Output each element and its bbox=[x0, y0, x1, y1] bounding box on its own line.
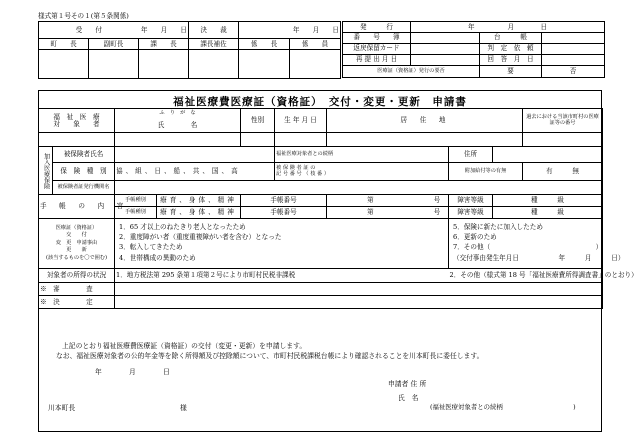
income-label: 対象者の所得の状況 bbox=[39, 269, 115, 283]
insured-name-label: 被保険者氏名 bbox=[53, 147, 115, 163]
insurance-symbol-label: 被 保 険 者 証 の 記 号 番 号 （ 枝 番 ） bbox=[275, 163, 449, 181]
insurance-group-label: 加入医療保険 bbox=[39, 147, 53, 195]
statement-line-1: 上記のとおり福祉医療費医療証（資格証）の交付（変更・更新）を申請します。 bbox=[62, 342, 307, 350]
dob-label: 生 年 月 日 bbox=[275, 109, 327, 133]
processing-table bbox=[342, 21, 605, 78]
review-label: ※ 審 査 bbox=[39, 283, 115, 296]
insurance-type-label: 保 険 種 別 bbox=[53, 163, 115, 181]
income-option-2[interactable]: 2．その他（様式第 18 号「福祉医療費所得調査書」のとおり） bbox=[449, 269, 603, 283]
relation-label: 福祉医療対象者との続柄 bbox=[275, 147, 449, 163]
mayor-addressee: 川本町長 bbox=[48, 404, 76, 412]
required-option: 要 bbox=[480, 65, 542, 77]
issued-label: 発 行 bbox=[343, 22, 411, 33]
staff-stamp-label: 係 員 bbox=[290, 39, 341, 50]
income-option-1[interactable]: 1．地方税法第 295 条第１項第２号により市町村民税非課税 bbox=[115, 269, 449, 283]
form-title: 福祉医療費医療証（資格証） 交付・変更・更新 申請書 bbox=[173, 96, 467, 108]
subject-sex-field[interactable] bbox=[241, 133, 275, 147]
subject-label: 福 祉 医 療 対 象 者 bbox=[39, 109, 115, 133]
insured-name-field[interactable] bbox=[115, 147, 275, 163]
high-cost-options[interactable]: 有 無 bbox=[523, 163, 603, 181]
relation-note: (福祉医療対象者との続柄 ) bbox=[430, 403, 576, 411]
vice-mayor-stamp-label: 副町長 bbox=[89, 39, 139, 50]
application-date[interactable]: 年 月 日 bbox=[95, 368, 170, 376]
approval-table bbox=[38, 21, 341, 79]
reason-label: 医療証（資格証） 交 付 変 更 申請事由 更 新 (該当するものを〇で囲む) bbox=[39, 219, 115, 269]
handbook-types-1[interactable]: 療育、身体、精神 bbox=[157, 195, 241, 207]
review-field[interactable] bbox=[115, 283, 603, 296]
form-label: 様式第１号その１(第５条関係) bbox=[38, 12, 129, 20]
deputy-chief-stamp-box bbox=[189, 50, 239, 79]
approval-label: 決 裁 bbox=[189, 22, 239, 39]
subject-address-field[interactable] bbox=[327, 133, 523, 147]
ledger-label: 台 帳 bbox=[480, 32, 542, 43]
applicant-name-label: 氏 名 bbox=[398, 394, 419, 402]
residence-label: 住所 bbox=[449, 147, 493, 163]
applicant-address-label: 申請者 住 所 bbox=[388, 380, 427, 388]
handbook-kind-label-2: 手帳種別 bbox=[115, 207, 157, 219]
issuer-label: 被保険者証発行機関名 bbox=[53, 181, 115, 195]
decision-label: ※ 決 定 bbox=[39, 296, 115, 309]
decision-field[interactable] bbox=[115, 296, 603, 309]
issuer-field[interactable] bbox=[115, 181, 603, 195]
unit-chief-stamp-box bbox=[239, 50, 290, 79]
sex-label: 性別 bbox=[241, 109, 275, 133]
section-chief-stamp-box bbox=[139, 50, 189, 79]
mayor-stamp-label: 町 長 bbox=[39, 39, 89, 50]
high-cost-label: 附加給付等の有無 bbox=[449, 163, 523, 181]
disability-grade-field-2[interactable]: 種 級 bbox=[493, 207, 603, 219]
reason-options-right[interactable]: 5．保険に新たに加入したため 6．更新のため 7．その他（ ） （交付事由発生年月日 年 月 日） bbox=[449, 219, 603, 269]
statement-line-2: なお、福祉医療対象者の公的年金等を除く所得額及び控除額について、市町村民税課税台帳により確認されることを川本町長に委任します。 bbox=[56, 352, 484, 360]
handbook-kind-label-1: 手帳種別 bbox=[115, 195, 157, 207]
decision-request-label: 判 定 依 頼 bbox=[480, 43, 542, 54]
return-card-label: 返戻保留カード bbox=[343, 43, 411, 54]
mayor-stamp-box bbox=[39, 50, 89, 79]
disability-grade-field-1[interactable]: 種 級 bbox=[493, 195, 603, 207]
staff-stamp-box bbox=[290, 50, 341, 79]
residence-field[interactable] bbox=[493, 147, 603, 163]
deputy-chief-stamp-label: 課長補佐 bbox=[189, 39, 239, 50]
number-book-label: 番 号 簿 bbox=[343, 32, 411, 43]
handbook-number-field-2[interactable]: 第 号 bbox=[327, 207, 449, 219]
handbook-number-label-2: 手帳番号 bbox=[241, 207, 327, 219]
issued-date: 年 月 日 bbox=[411, 22, 605, 33]
handbook-label: 手 帳 の 内 容 bbox=[39, 195, 115, 219]
application-table bbox=[38, 108, 638, 309]
received-date: 年 月 日 bbox=[139, 22, 189, 39]
furigana-label: ふ り が な bbox=[115, 109, 241, 119]
vice-mayor-stamp-box bbox=[89, 50, 139, 79]
section-chief-stamp-label: 課 長 bbox=[139, 39, 189, 50]
approval-date: 年 月 日 bbox=[239, 22, 341, 39]
received-label: 受 付 bbox=[39, 22, 139, 39]
disability-grade-label-1: 障害等級 bbox=[449, 195, 493, 207]
handbook-number-field-1[interactable]: 第 号 bbox=[327, 195, 449, 207]
honorific: 様 bbox=[180, 404, 187, 412]
disability-grade-label-2: 障害等級 bbox=[449, 207, 493, 219]
handbook-number-label-1: 手帳番号 bbox=[241, 195, 327, 207]
not-required-option: 否 bbox=[542, 65, 605, 77]
address-label: 居 住 地 bbox=[327, 109, 523, 133]
subject-past-number-field[interactable] bbox=[523, 133, 603, 147]
insurance-types[interactable]: 協、組、日、船、共、国、高 bbox=[115, 163, 275, 181]
reply-date-label: 回 答 月 日 bbox=[480, 54, 542, 65]
unit-chief-stamp-label: 係 長 bbox=[239, 39, 290, 50]
name-label: 氏 名 bbox=[115, 119, 241, 133]
resubmit-date-label: 再 提 出 月 日 bbox=[343, 54, 411, 65]
subject-dob-field[interactable] bbox=[275, 133, 327, 147]
handbook-types-2[interactable]: 療育、身体、精神 bbox=[157, 207, 241, 219]
reason-options-left[interactable]: 1．65 才以上のねたきり老人となったため 2．重度障がい者（重度重複障がい者を含む）となった 3．転入してきたため 4．世帯構成の異動のため bbox=[115, 219, 449, 269]
issue-required-label: 医療証（資格証）発行の要否 bbox=[343, 65, 480, 77]
past-number-label: 過去における当該市町村の医療証等の番号 bbox=[523, 109, 603, 133]
subject-name-field[interactable] bbox=[115, 133, 241, 147]
